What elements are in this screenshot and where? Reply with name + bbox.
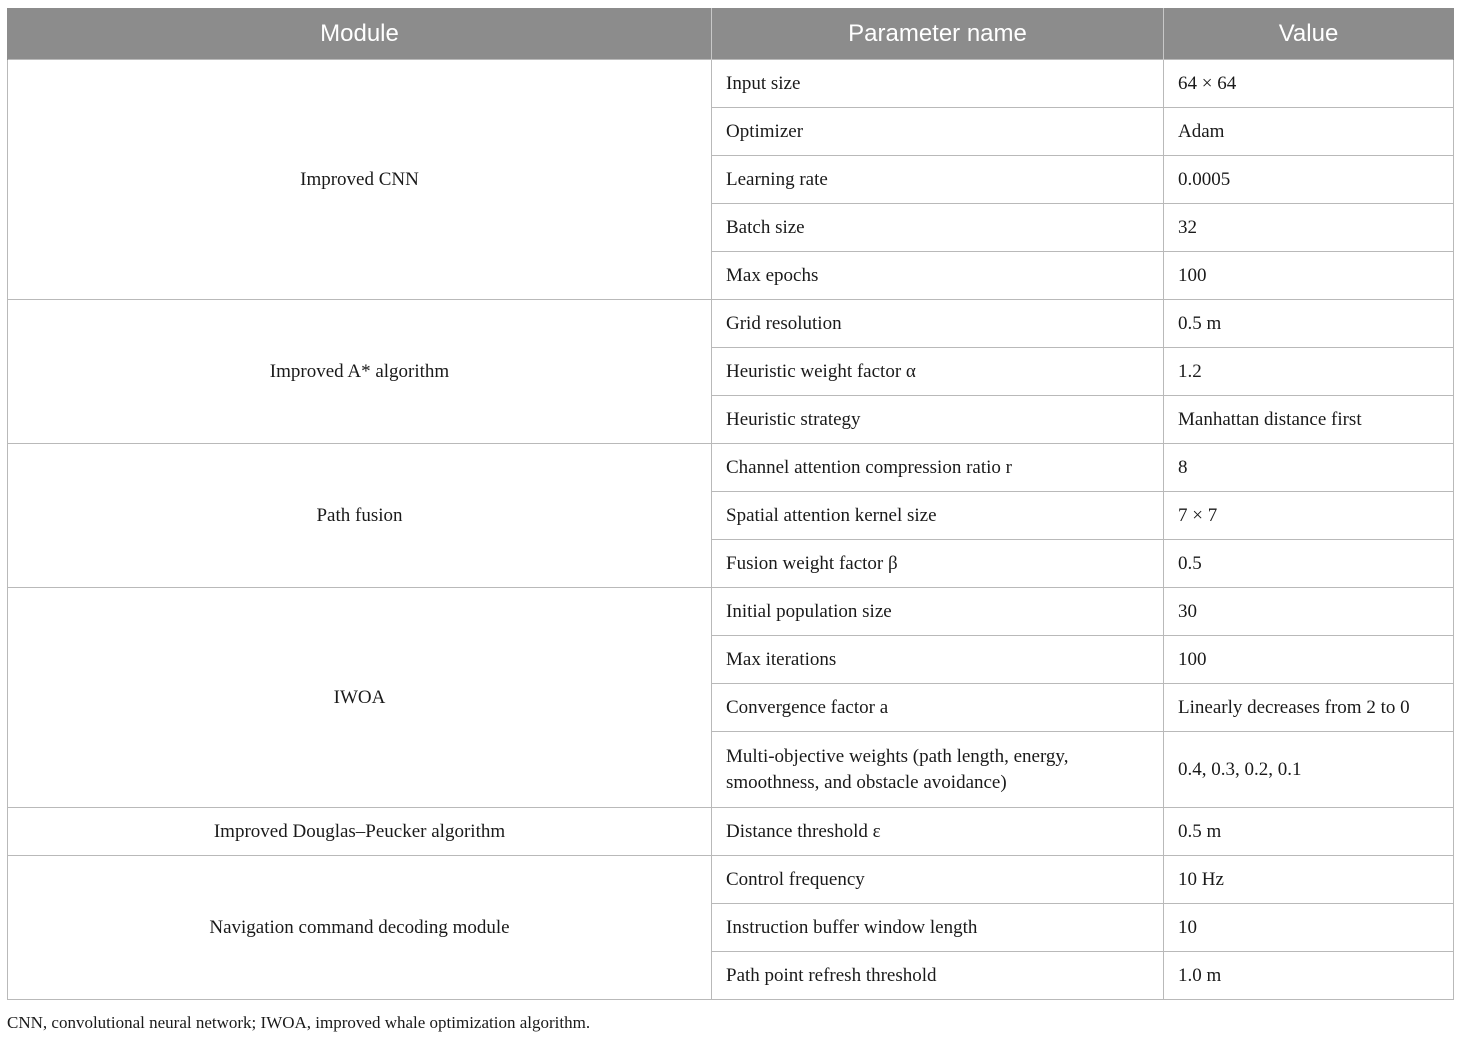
table-row <box>8 588 1454 636</box>
value-cell: 100 <box>1164 636 1454 684</box>
module-cell: Improved Douglas–Peucker algorithm <box>8 808 712 856</box>
value-cell: 8 <box>1164 444 1454 492</box>
param-cell: Grid resolution <box>712 300 1164 348</box>
table-row <box>8 444 1454 492</box>
param-cell: Spatial attention kernel size <box>712 492 1164 540</box>
param-cell: Max iterations <box>712 636 1164 684</box>
param-cell: Multi-objective weights (path length, energy, smoothness, and obstacle avoidance) <box>712 732 1164 808</box>
param-cell: Initial population size <box>712 588 1164 636</box>
value-cell: 30 <box>1164 588 1454 636</box>
table-row <box>8 60 1454 108</box>
header-parameter-name: Parameter name <box>712 8 1164 60</box>
param-cell: Heuristic weight factor α <box>712 348 1164 396</box>
module-cell: Path fusion <box>8 444 712 588</box>
value-cell: Linearly decreases from 2 to 0 <box>1164 684 1454 732</box>
value-cell: 0.0005 <box>1164 156 1454 204</box>
header-module: Module <box>8 8 712 60</box>
header-value: Value <box>1164 8 1454 60</box>
param-cell: Max epochs <box>712 252 1164 300</box>
value-cell: 0.5 <box>1164 540 1454 588</box>
value-cell: 0.4, 0.3, 0.2, 0.1 <box>1164 732 1454 808</box>
table-row <box>8 856 1454 904</box>
table-row <box>8 300 1454 348</box>
value-cell: Adam <box>1164 108 1454 156</box>
param-cell: Batch size <box>712 204 1164 252</box>
param-cell: Path point refresh threshold <box>712 952 1164 1000</box>
param-cell: Optimizer <box>712 108 1164 156</box>
param-cell: Control frequency <box>712 856 1164 904</box>
param-cell: Instruction buffer window length <box>712 904 1164 952</box>
value-cell: 64 × 64 <box>1164 60 1454 108</box>
header-row <box>8 8 1454 60</box>
param-cell: Heuristic strategy <box>712 396 1164 444</box>
value-cell: 32 <box>1164 204 1454 252</box>
value-cell: 7 × 7 <box>1164 492 1454 540</box>
module-cell: Navigation command decoding module <box>8 856 712 1000</box>
table-row <box>8 808 1454 856</box>
value-cell: 0.5 m <box>1164 300 1454 348</box>
value-cell: 1.2 <box>1164 348 1454 396</box>
value-cell: Manhattan distance first <box>1164 396 1454 444</box>
parameter-table <box>7 8 1454 1000</box>
module-cell: Improved CNN <box>8 60 712 300</box>
value-cell: 100 <box>1164 252 1454 300</box>
value-cell: 10 Hz <box>1164 856 1454 904</box>
param-cell: Learning rate <box>712 156 1164 204</box>
module-cell: IWOA <box>8 588 712 808</box>
param-cell: Convergence factor a <box>712 684 1164 732</box>
module-cell: Improved A* algorithm <box>8 300 712 444</box>
param-cell: Channel attention compression ratio r <box>712 444 1164 492</box>
value-cell: 0.5 m <box>1164 808 1454 856</box>
table-footnote: CNN, convolutional neural network; IWOA, improved whale optimization algorithm. <box>7 1013 591 1032</box>
value-cell: 10 <box>1164 904 1454 952</box>
param-cell: Input size <box>712 60 1164 108</box>
param-cell: Fusion weight factor β <box>712 540 1164 588</box>
param-cell: Distance threshold ε <box>712 808 1164 856</box>
value-cell: 1.0 m <box>1164 952 1454 1000</box>
